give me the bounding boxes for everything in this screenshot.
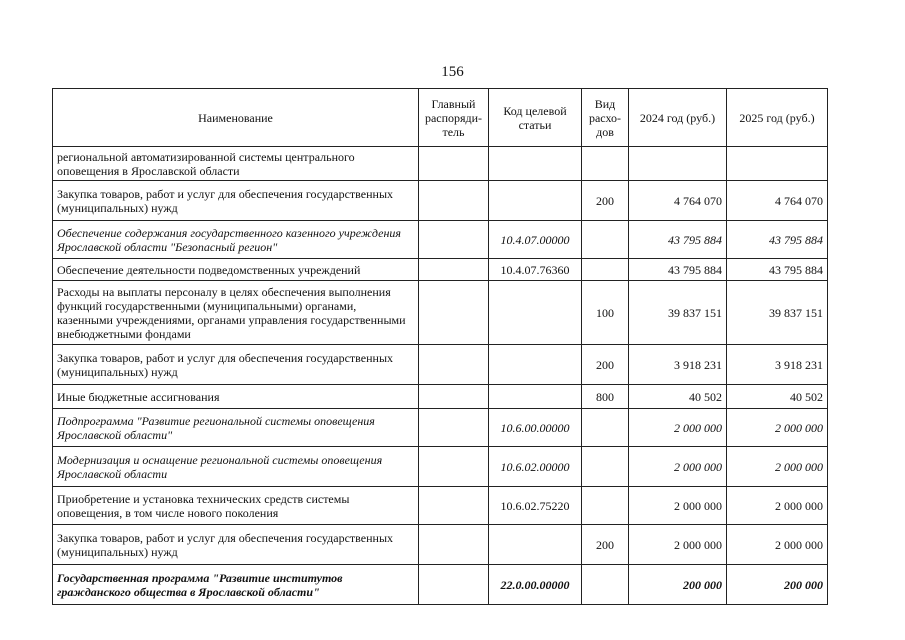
cell-year-2025: 2 000 000 bbox=[727, 487, 828, 525]
cell-expense-type bbox=[582, 259, 629, 281]
cell-manager bbox=[419, 409, 489, 447]
cell-name: Закупка товаров, работ и услуг для обеспечения государственных (муниципальных) нужд bbox=[53, 345, 419, 385]
header-year-2024: 2024 год (руб.) bbox=[629, 89, 727, 147]
cell-expense-type: 800 bbox=[582, 385, 629, 409]
table-row bbox=[53, 565, 828, 605]
header-year-2025: 2025 год (руб.) bbox=[727, 89, 828, 147]
cell-manager bbox=[419, 565, 489, 605]
header-expense-type: Вид расхо-дов bbox=[582, 89, 629, 147]
cell-expense-type: 100 bbox=[582, 281, 629, 345]
table-row bbox=[53, 385, 828, 409]
header-target-code: Код целевой статьи bbox=[489, 89, 582, 147]
cell-expense-type bbox=[582, 447, 629, 487]
cell-year-2024: 2 000 000 bbox=[629, 447, 727, 487]
cell-expense-type bbox=[582, 487, 629, 525]
cell-target-code bbox=[489, 181, 582, 221]
cell-year-2025: 39 837 151 bbox=[727, 281, 828, 345]
cell-expense-type bbox=[582, 147, 629, 181]
table-row bbox=[53, 447, 828, 487]
cell-expense-type bbox=[582, 221, 629, 259]
table-header-row bbox=[53, 89, 828, 147]
cell-year-2024: 3 918 231 bbox=[629, 345, 727, 385]
cell-year-2024: 43 795 884 bbox=[629, 221, 727, 259]
cell-target-code: 10.6.00.00000 bbox=[489, 409, 582, 447]
cell-name: Модернизация и оснащение региональной системы оповещения Ярославской области bbox=[53, 447, 419, 487]
table-row bbox=[53, 487, 828, 525]
budget-table bbox=[52, 88, 828, 605]
cell-manager bbox=[419, 281, 489, 345]
cell-year-2024: 200 000 bbox=[629, 565, 727, 605]
table-row bbox=[53, 221, 828, 259]
cell-target-code bbox=[489, 385, 582, 409]
cell-year-2025 bbox=[727, 147, 828, 181]
cell-year-2024: 40 502 bbox=[629, 385, 727, 409]
cell-expense-type: 200 bbox=[582, 525, 629, 565]
cell-year-2025: 4 764 070 bbox=[727, 181, 828, 221]
cell-manager bbox=[419, 259, 489, 281]
cell-name: Подпрограмма "Развитие региональной системы оповещения Ярославской области" bbox=[53, 409, 419, 447]
table-row bbox=[53, 281, 828, 345]
cell-target-code bbox=[489, 525, 582, 565]
cell-manager bbox=[419, 345, 489, 385]
cell-target-code bbox=[489, 281, 582, 345]
cell-target-code: 10.6.02.00000 bbox=[489, 447, 582, 487]
header-manager: Главный распоряди-тель bbox=[419, 89, 489, 147]
table-row bbox=[53, 259, 828, 281]
cell-year-2024: 2 000 000 bbox=[629, 409, 727, 447]
cell-expense-type bbox=[582, 565, 629, 605]
table-row bbox=[53, 181, 828, 221]
header-name: Наименование bbox=[53, 89, 419, 147]
cell-year-2025: 3 918 231 bbox=[727, 345, 828, 385]
cell-target-code: 22.0.00.00000 bbox=[489, 565, 582, 605]
cell-year-2025: 2 000 000 bbox=[727, 409, 828, 447]
cell-year-2025: 43 795 884 bbox=[727, 259, 828, 281]
cell-year-2024: 2 000 000 bbox=[629, 487, 727, 525]
cell-expense-type bbox=[582, 409, 629, 447]
cell-manager bbox=[419, 487, 489, 525]
cell-manager bbox=[419, 385, 489, 409]
cell-name: Иные бюджетные ассигнования bbox=[53, 385, 419, 409]
cell-year-2024: 43 795 884 bbox=[629, 259, 727, 281]
page-number: 156 bbox=[441, 64, 464, 80]
cell-year-2025: 40 502 bbox=[727, 385, 828, 409]
table-row bbox=[53, 345, 828, 385]
cell-target-code: 10.6.02.75220 bbox=[489, 487, 582, 525]
cell-target-code: 10.4.07.00000 bbox=[489, 221, 582, 259]
cell-manager bbox=[419, 525, 489, 565]
cell-target-code bbox=[489, 345, 582, 385]
cell-expense-type: 200 bbox=[582, 181, 629, 221]
cell-year-2024: 4 764 070 bbox=[629, 181, 727, 221]
cell-name: Приобретение и установка технических средств системы оповещения, в том числе нового поколения bbox=[53, 487, 419, 525]
table-body bbox=[53, 147, 828, 605]
cell-year-2024 bbox=[629, 147, 727, 181]
table-row bbox=[53, 409, 828, 447]
cell-name: Обеспечение содержания государственного казенного учреждения Ярославской области "Безопасный регион" bbox=[53, 221, 419, 259]
cell-name: Расходы на выплаты персоналу в целях обеспечения выполнения функций государственными (муниципальными) органами, казенными учреждениями, органами управления государственными внебюджетными фондами bbox=[53, 281, 419, 345]
cell-name: Обеспечение деятельности подведомственных учреждений bbox=[53, 259, 419, 281]
cell-name: региональной автоматизированной системы центрального оповещения в Ярославской области bbox=[53, 147, 419, 181]
cell-manager bbox=[419, 147, 489, 181]
cell-name: Закупка товаров, работ и услуг для обеспечения государственных (муниципальных) нужд bbox=[53, 525, 419, 565]
cell-manager bbox=[419, 221, 489, 259]
cell-name: Государственная программа "Развитие институтов гражданского общества в Ярославской области" bbox=[53, 565, 419, 605]
cell-year-2025: 2 000 000 bbox=[727, 447, 828, 487]
cell-target-code bbox=[489, 147, 582, 181]
cell-year-2025: 200 000 bbox=[727, 565, 828, 605]
cell-year-2024: 39 837 151 bbox=[629, 281, 727, 345]
table-row bbox=[53, 525, 828, 565]
cell-year-2025: 43 795 884 bbox=[727, 221, 828, 259]
cell-year-2025: 2 000 000 bbox=[727, 525, 828, 565]
cell-year-2024: 2 000 000 bbox=[629, 525, 727, 565]
cell-manager bbox=[419, 447, 489, 487]
cell-expense-type: 200 bbox=[582, 345, 629, 385]
table-row bbox=[53, 147, 828, 181]
cell-name: Закупка товаров, работ и услуг для обеспечения государственных (муниципальных) нужд bbox=[53, 181, 419, 221]
cell-manager bbox=[419, 181, 489, 221]
cell-target-code: 10.4.07.76360 bbox=[489, 259, 582, 281]
